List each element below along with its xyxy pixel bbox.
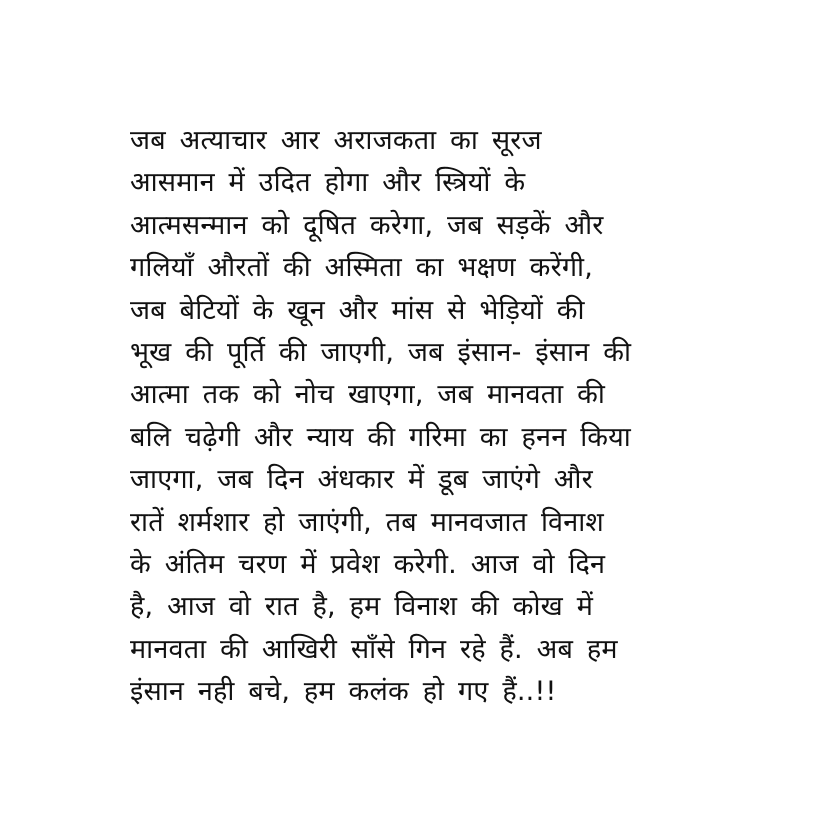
text-line-14: इंसान नही बचे, हम कलंक हो गए हैं..!!	[130, 676, 557, 708]
text-line-4: गलियाँ औरतों की अस्मिता का भक्षण करेंगी,	[130, 252, 594, 284]
text-line-12: है, आज वो रात है, हम विनाश की कोख में	[130, 591, 594, 623]
text-line-9: जाएगा, जब दिन अंधकार में डूब जाएंगे और	[130, 464, 593, 496]
text-line-8: बलि चढ़ेगी और न्याय की गरिमा का हनन किया	[130, 421, 631, 453]
text-line-6: भूख की पूर्ति की जाएगी, जब इंसान- इंसान की	[130, 336, 632, 368]
text-line-1: जब अत्याचार आर अराजकता का सूरज	[130, 125, 542, 156]
text-line-10: रातें शर्मशार हो जाएंगी, तब मानवजात विनाश	[130, 506, 604, 538]
poem-text-block	[130, 120, 730, 713]
text-line-13: मानवता की आखिरी साँसे गिन रहे हैं. अब हम	[130, 633, 618, 665]
text-line-2: आसमान में उदित होगा और स्त्रियों के	[130, 167, 526, 199]
text-line-11: के अंतिम चरण में प्रवेश करेगी. आज वो दिन	[130, 548, 606, 580]
text-line-5: जब बेटियों के खून और मांस से भेड़ियों की	[130, 294, 585, 326]
text-line-3: आत्मसन्मान को दूषित करेगा, जब सड़कें और	[130, 209, 604, 241]
text-line-7: आत्मा तक को नोच खाएगा, जब मानवता की	[130, 379, 606, 411]
